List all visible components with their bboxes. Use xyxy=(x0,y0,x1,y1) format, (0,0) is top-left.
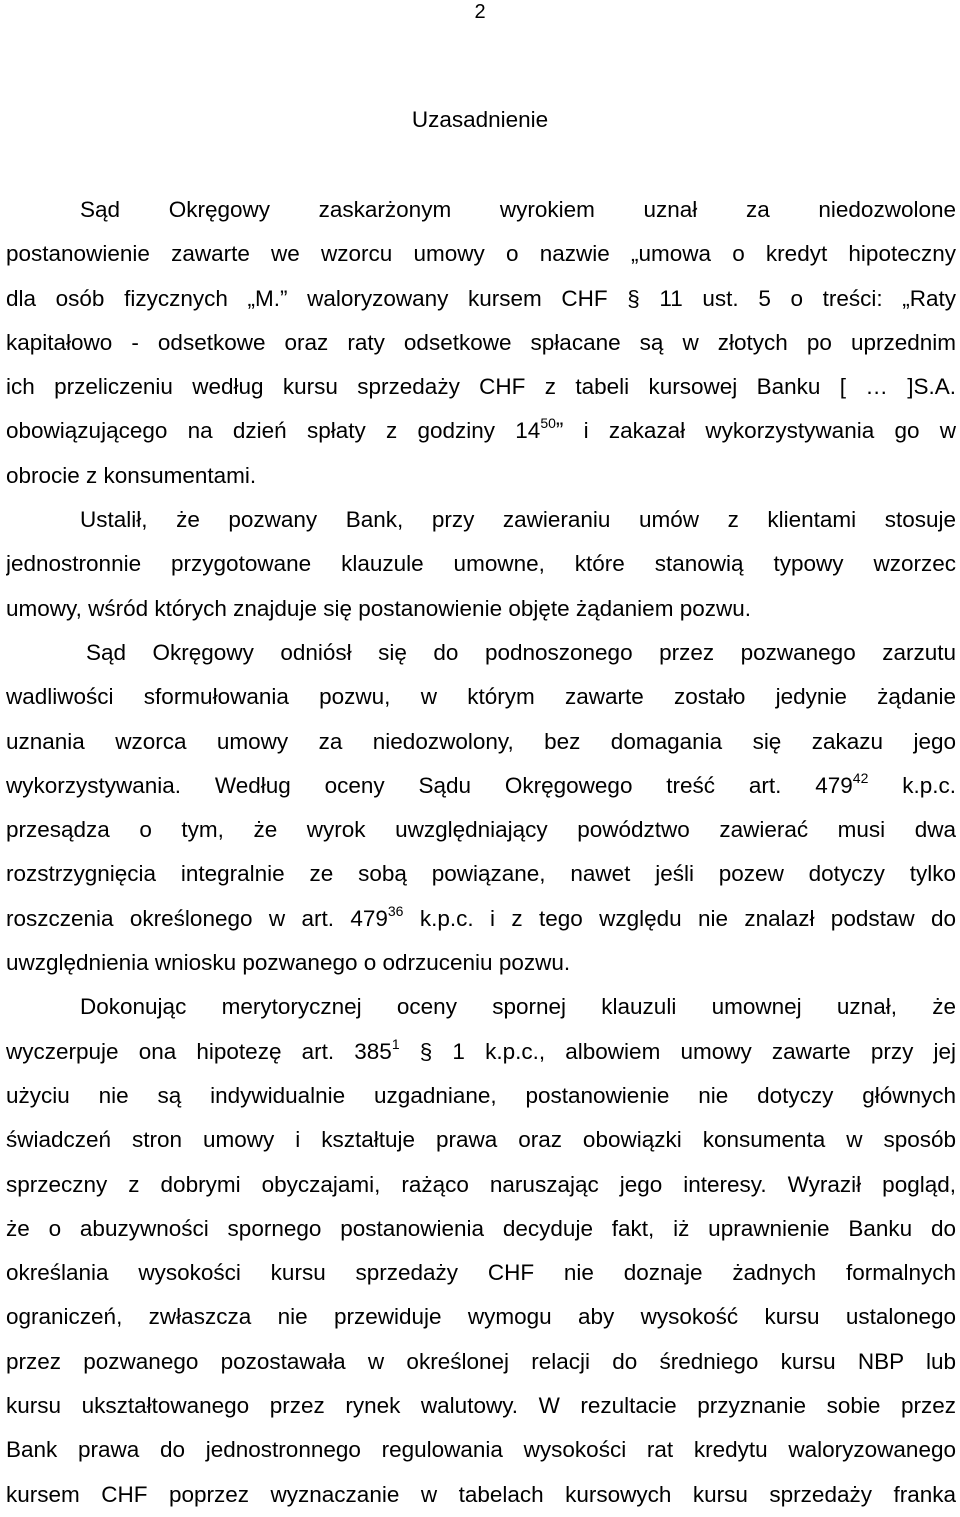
text-line xyxy=(6,1207,956,1251)
text-line xyxy=(6,498,956,542)
text-line xyxy=(6,1340,956,1384)
text-line xyxy=(6,454,956,498)
text-line xyxy=(6,1428,956,1472)
text-line-continuation: k.p.c. xyxy=(868,772,956,798)
text-line xyxy=(6,675,956,719)
body-text xyxy=(6,188,956,1517)
text-line xyxy=(6,188,956,232)
text-line-continuation: § 1 k.p.c., albowiem umowy zawarte przy jej xyxy=(399,1038,956,1064)
document-heading: Uzasadnienie xyxy=(411,107,549,132)
text-line xyxy=(6,720,956,764)
text-line xyxy=(6,321,956,365)
text-line-content: postanowienie zawarte we wzorcu umowy o nazwie „umowa o kredyt hipoteczny xyxy=(6,241,956,267)
text-line-content: obrocie z konsumentami. xyxy=(6,462,257,488)
text-line-content: wadliwości sformułowania pozwu, w którym zawarte zostało jedynie żądanie xyxy=(6,684,956,710)
text-line xyxy=(6,1118,956,1162)
text-line xyxy=(6,897,956,941)
text-line xyxy=(6,1074,956,1118)
text-line-content: wykorzystywania. Według oceny Sądu Okręgowego treść art. 479 xyxy=(6,772,853,798)
text-line xyxy=(6,1251,956,1295)
text-line-content: kursu ukształtowanego przez rynek walutowy. W rezultacie przyznanie sobie przez xyxy=(6,1393,956,1419)
text-line-content: uwzględnienia wniosku pozwanego o odrzuceniu pozwu. xyxy=(6,950,571,976)
text-line xyxy=(6,365,956,409)
text-line-content: kursem CHF poprzez wyznaczanie w tabelach kursowych kursu sprzedaży franka xyxy=(6,1481,956,1507)
text-line-content: kapitałowo - odsetkowe oraz raty odsetkowe spłacane są w złotych po uprzednim xyxy=(6,329,956,355)
superscript: 50 xyxy=(540,415,556,432)
text-line xyxy=(6,409,956,453)
text-line xyxy=(6,764,956,808)
text-line-content: rozstrzygnięcia integralnie ze sobą powiązane, nawet jeśli pozew dotyczy tylko xyxy=(6,861,956,887)
text-line-content: dla osób fizycznych „M.” waloryzowany kursem CHF § 11 ust. 5 o treści: „Raty xyxy=(6,285,956,311)
text-line-content: ograniczeń, zwłaszcza nie przewiduje wymogu aby wysokość kursu ustalonego xyxy=(6,1304,956,1330)
text-line xyxy=(6,587,956,631)
text-line-continuation: ” i zakazał wykorzystywania go w xyxy=(555,418,956,444)
text-line-content: przez pozwanego pozostawała w określonej relacji do średniego kursu NBP lub xyxy=(6,1348,956,1374)
text-line-continuation: k.p.c. i z tego względu nie znalazł podstaw do xyxy=(403,905,956,931)
text-line-content: jednostronnie przygotowane klauzule umowne, które stanowią typowy wzorzec xyxy=(6,551,956,577)
text-line-content: wyczerpuje ona hipotezę art. 385 xyxy=(6,1038,392,1064)
text-line-content: przesądza o tym, że wyrok uwzględniający powództwo zawierać musi dwa xyxy=(6,817,956,843)
text-line xyxy=(6,1295,956,1339)
text-line-content: ich przeliczeniu według kursu sprzedaży CHF z tabeli kursowej Banku [ … ]S.A. xyxy=(6,374,956,400)
superscript: 1 xyxy=(391,1035,400,1052)
text-line xyxy=(6,542,956,586)
text-line-content: określania wysokości kursu sprzedaży CHF nie doznaje żadnych formalnych xyxy=(6,1260,956,1286)
text-line-content: sprzeczny z dobrymi obyczajami, rażąco naruszając jego interesy. Wyraził pogląd, xyxy=(6,1171,956,1197)
text-line-content: Ustalił, że pozwany Bank, przy zawieraniu umów z klientami stosuje xyxy=(80,507,956,533)
text-line-content: użyciu nie są indywidualnie uzgadniane, postanowienie nie dotyczy głównych xyxy=(6,1082,956,1108)
text-line-content: Dokonując merytorycznej oceny spornej klauzuli umownej uznał, że xyxy=(80,994,956,1020)
text-line xyxy=(6,277,956,321)
page-number: 2 xyxy=(474,1,486,23)
text-line xyxy=(6,631,956,675)
text-line-content: że o abuzywności spornego postanowienia decyduje fakt, iż uprawnienie Banku do xyxy=(6,1215,956,1241)
text-line xyxy=(6,941,956,985)
text-line xyxy=(6,1030,956,1074)
text-line-content: uznania wzorca umowy za niedozwolony, bez domagania się zakazu jego xyxy=(6,728,956,754)
text-line xyxy=(6,1163,956,1207)
text-line-content: obowiązującego na dzień spłaty z godziny 14 xyxy=(6,418,541,444)
text-line xyxy=(6,985,956,1029)
text-line-content: Sąd Okręgowy zaskarżonym wyrokiem uznał za niedozwolone xyxy=(80,197,956,222)
text-line-content: Bank prawa do jednostronnego regulowania wysokości rat kredytu waloryzowanego xyxy=(6,1437,956,1463)
text-line-content: świadczeń stron umowy i kształtuje prawa oraz obowiązki konsumenta w sposób xyxy=(6,1127,956,1153)
superscript: 42 xyxy=(852,769,869,786)
text-line xyxy=(6,1473,956,1517)
superscript: 36 xyxy=(387,902,404,919)
text-line xyxy=(6,232,956,276)
text-line-content: umowy, wśród których znajduje się postanowienie objęte żądaniem pozwu. xyxy=(6,595,751,621)
text-line xyxy=(6,852,956,896)
text-line-content: roszczenia określonego w art. 479 xyxy=(6,905,388,931)
text-line-content: Sąd Okręgowy odniósł się do podnoszonego przez pozwanego zarzutu xyxy=(86,639,956,665)
text-line xyxy=(6,808,956,852)
text-line xyxy=(6,1384,956,1428)
